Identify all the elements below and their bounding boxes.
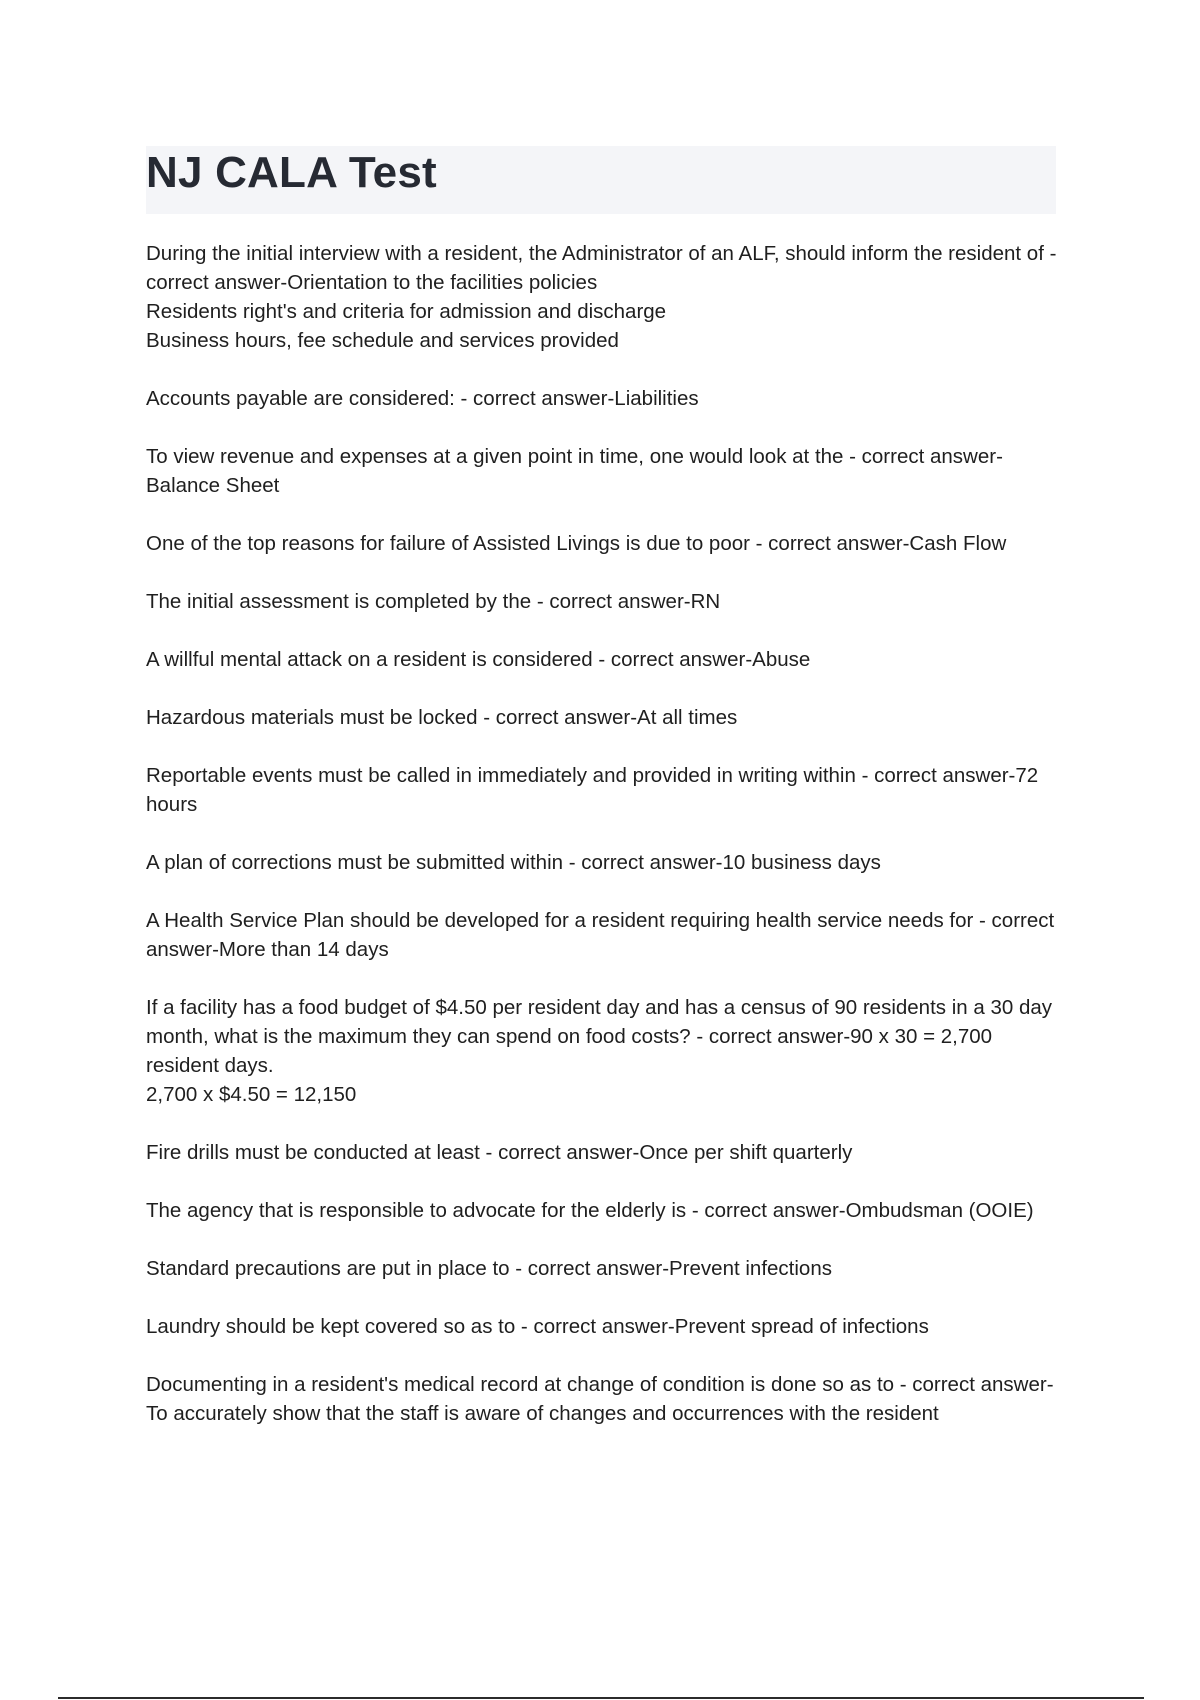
qa-item: Hazardous materials must be locked - correct answer-At all times (146, 706, 738, 729)
qa-item: Laundry should be kept covered so as to - correct answer-Prevent spread of infections (146, 1315, 929, 1338)
qa-item: A Health Service Plan should be developed for a resident requiring health service needs for - correct answer-More than 14 days (146, 909, 1055, 961)
qa-item: If a facility has a food budget of $4.50 per resident day and has a census of 90 residents in a 30 day month, what is the maximum they can spend on food costs? - correct answer-90 x 30 = 2,700 resident days. 2,700 x $4.50 = 12,150 (146, 996, 1053, 1106)
qa-item: To view revenue and expenses at a given point in time, one would look at the - correct answer-Balance Sheet (146, 445, 1003, 497)
qa-item: Fire drills must be conducted at least - correct answer-Once per shift quarterly (146, 1141, 853, 1164)
qa-item: Documenting in a resident's medical record at change of condition is done so as to - correct answer-To accurately show that the staff is aware of changes and occurrences with the resident (146, 1373, 1054, 1425)
qa-item: One of the top reasons for failure of Assisted Livings is due to poor - correct answer-Cash Flow (146, 532, 1007, 555)
qa-item: Accounts payable are considered: - correct answer-Liabilities (146, 387, 699, 410)
footer-divider (58, 1697, 1144, 1699)
page-title: NJ CALA Test (146, 148, 437, 197)
qa-item: During the initial interview with a resident, the Administrator of an ALF, should inform the resident of - correct answer-Orientation to the facilities policies Residents right's and criteria for admission and discharge Business hours, fee schedule and services provided (146, 242, 1057, 352)
qa-item: A willful mental attack on a resident is considered - correct answer-Abuse (146, 648, 811, 671)
qa-item: Standard precautions are put in place to - correct answer-Prevent infections (146, 1257, 832, 1280)
qa-item: The initial assessment is completed by the - correct answer-RN (146, 590, 721, 613)
qa-item: A plan of corrections must be submitted within - correct answer-10 business days (146, 851, 881, 874)
question-answer-list (146, 239, 1066, 1457)
qa-item: The agency that is responsible to advocate for the elderly is - correct answer-Ombudsman (OOIE) (146, 1199, 1034, 1222)
qa-item: Reportable events must be called in immediately and provided in writing within - correct answer-72 hours (146, 764, 1039, 816)
